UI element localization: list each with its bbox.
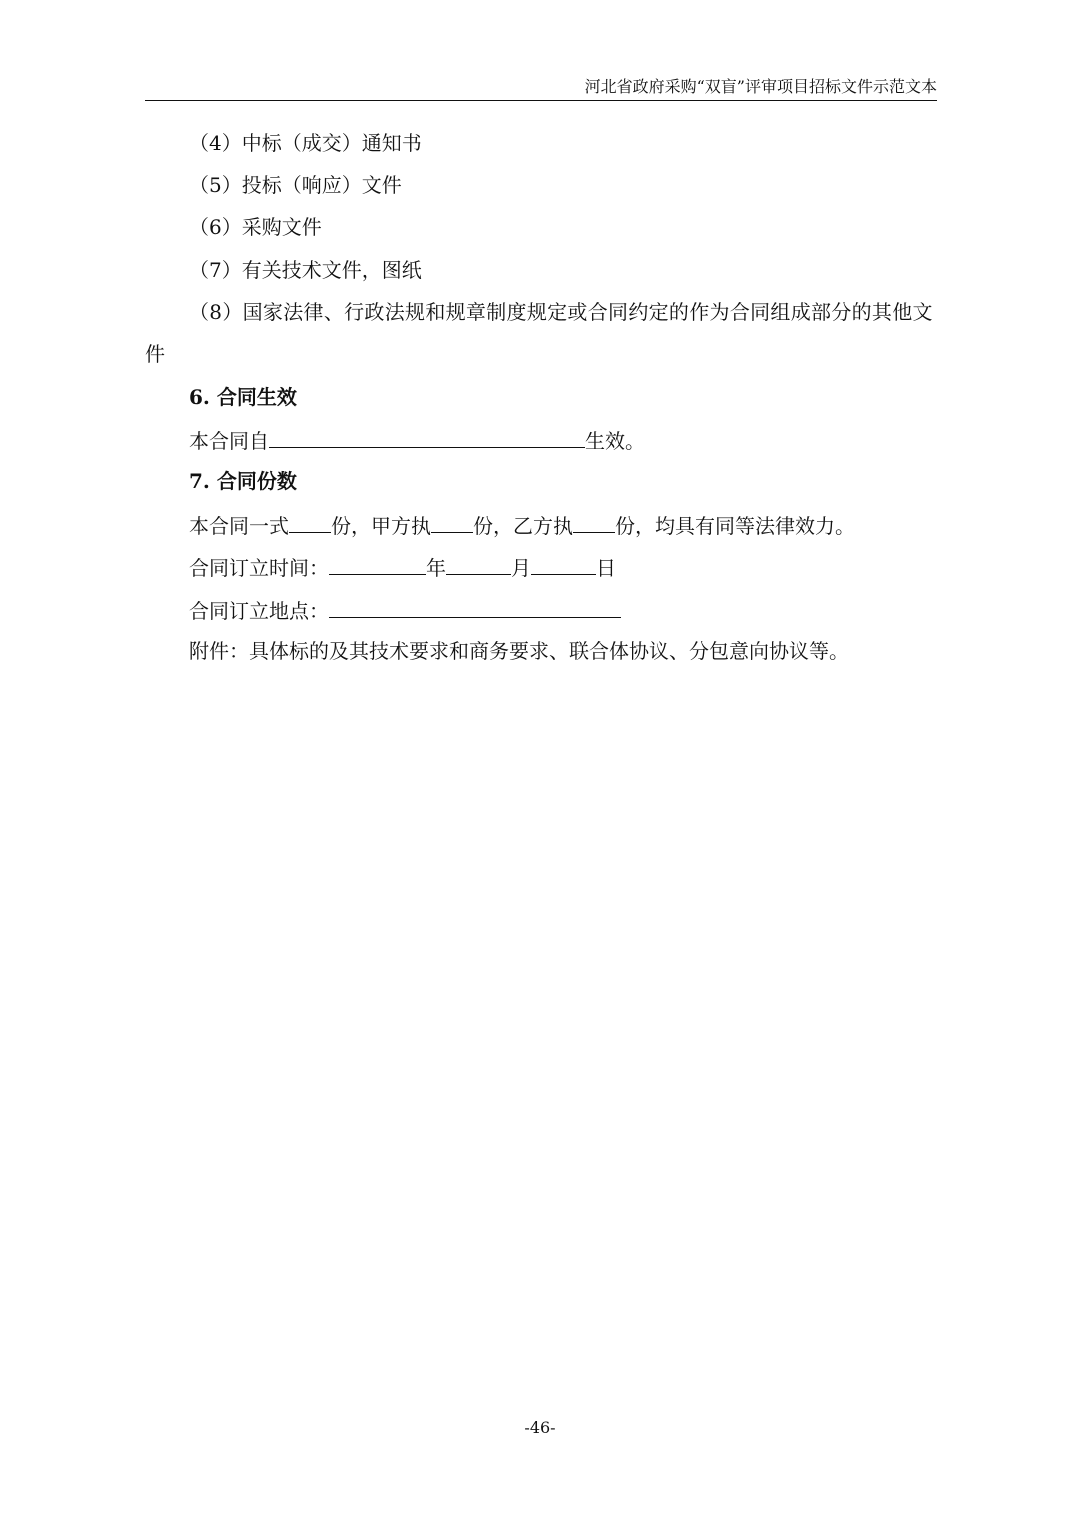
copies-text-2: 份，甲方执 (331, 514, 431, 538)
page-header-title: 河北省政府采购“双盲”评审项目招标文件示范文本 (584, 77, 937, 96)
year-label: 年 (426, 556, 446, 580)
list-item-5: （5）投标（响应）文件 (189, 173, 402, 197)
total-copies-blank[interactable] (289, 510, 331, 533)
signing-time-label: 合同订立时间： (189, 556, 329, 580)
signing-place-blank[interactable] (329, 595, 621, 618)
page-number: -46- (524, 1418, 556, 1437)
party-a-copies-blank[interactable] (431, 510, 473, 533)
effective-date-blank[interactable] (269, 425, 585, 448)
section-7-heading: 7. 合同份数 (189, 469, 297, 493)
effective-date-line (189, 425, 937, 455)
year-blank[interactable] (329, 552, 426, 575)
signing-place-label: 合同订立地点： (189, 599, 329, 623)
month-label: 月 (511, 556, 531, 580)
list-item-6: （6）采购文件 (189, 215, 322, 239)
copies-text-3: 份，乙方执 (473, 514, 573, 538)
copies-text-1: 本合同一式 (189, 514, 289, 538)
signing-place-line (189, 595, 937, 625)
list-item-8: （8）国家法律、行政法规和规章制度规定或合同约定的作为合同组成部分的其他文件 (145, 300, 933, 366)
day-label: 日 (596, 556, 616, 580)
party-b-copies-blank[interactable] (573, 510, 615, 533)
list-item-4: （4）中标（成交）通知书 (189, 131, 422, 155)
month-blank[interactable] (446, 552, 511, 575)
copies-text-4: 份，均具有同等法律效力。 (615, 514, 855, 538)
copies-line (189, 510, 937, 540)
signing-time-line (189, 552, 937, 582)
list-item-7: （7）有关技术文件，图纸 (189, 258, 422, 282)
section-6-heading: 6. 合同生效 (189, 385, 297, 409)
effective-prefix: 本合同自 (189, 429, 269, 453)
header-rule (145, 100, 937, 101)
effective-suffix: 生效。 (585, 429, 645, 453)
attachment-line: 附件：具体标的及其技术要求和商务要求、联合体协议、分包意向协议等。 (189, 639, 849, 663)
day-blank[interactable] (531, 552, 596, 575)
